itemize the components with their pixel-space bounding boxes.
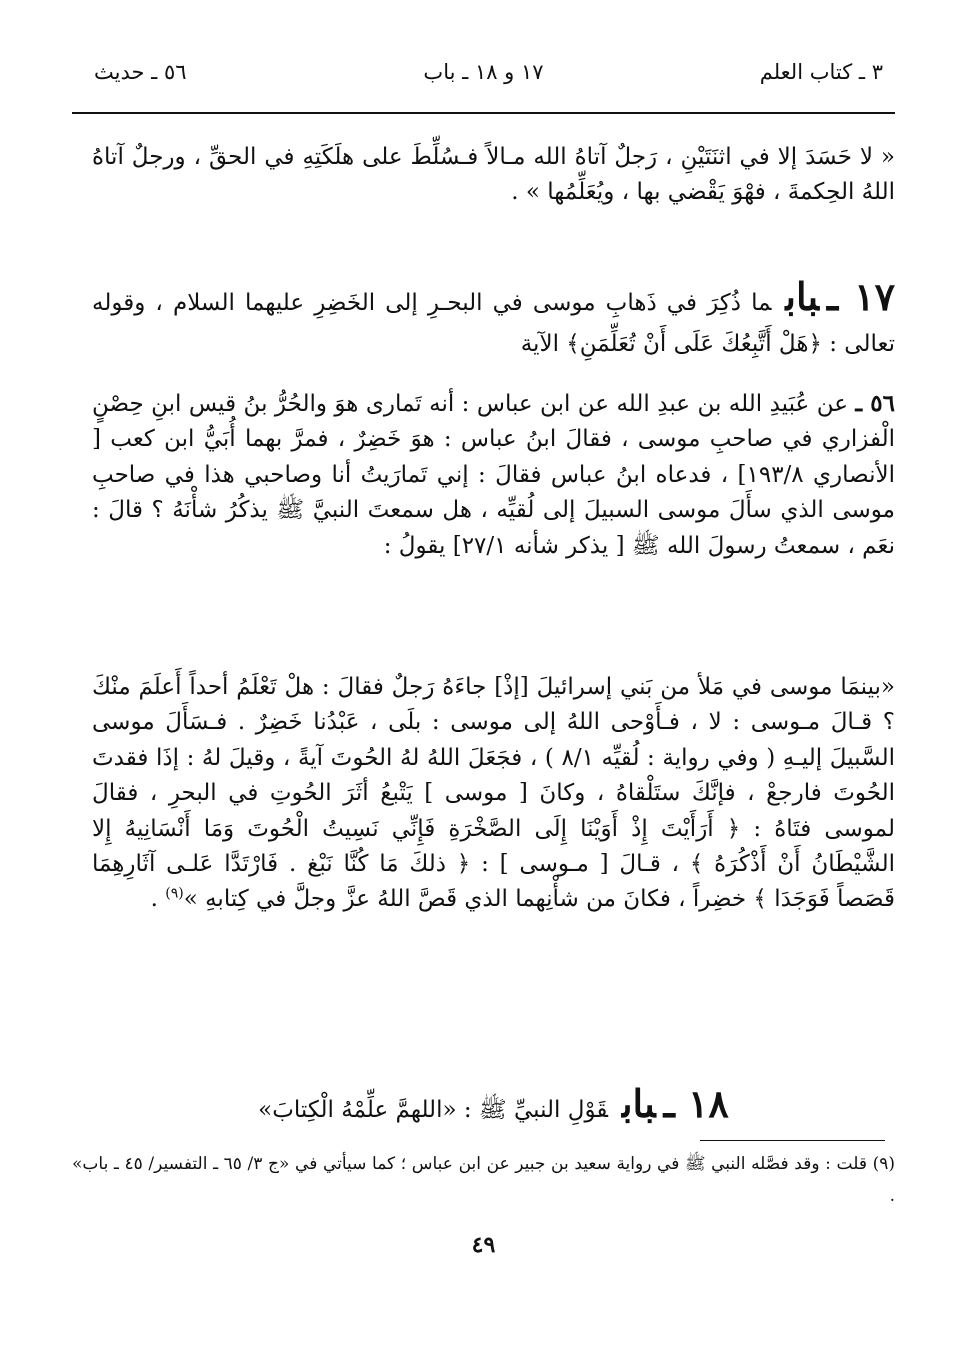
hadith-56-text: عن عُبَيدِ الله بن عبدِ الله عن ابن عباس : أنه تَمارى هوَ والحُرُّ بنُ قيس ابنِ حِصْنٍ الْفزاري في صاحبِ موسى ، فقالَ ابنُ عباس : هوَ خَضِرٌ ، فمرَّ بهما أُبَيُّ ابن كعب [ الأنصاري ١٩٣/٨] ، فدعاه ابنُ عباس فقالَ : إني تَمارَيتُ أنا وصاحبي هذا في صاحبِ موسى الذي سأَلَ موسى السبيلَ إلى لُقيِّه ، هل سمعتَ النبيَّ ﷺ يذكُرُ شأْنَهُ ؟ قالَ : نعَم ، سمعتُ رسولَ الله ﷺ [ يذكر شأنه ٢٧/١] يقولُ : bbox=[92, 391, 895, 559]
chapter-18-number: ١٨ ـ bbox=[663, 1081, 729, 1126]
story-text: «بينمَا موسى في مَلأ من بَني إسرائيلَ [إذْ] جاءَهُ رَجلٌ فقالَ : هلْ تَعْلَمُ أحداً أَعلَمَ منْكَ ؟ قـالَ مـوسى : لا ، فـأَوْحى اللهُ إلى موسى : بلَى ، عَبْدُنا خَضِرٌ . فـسَأَلَ موسى السَّبيلَ إليـهِ ( وفي رواية : لُقيِّه ٨/١ ) ، فجَعَلَ اللهُ لهُ الحُوتَ آيةً ، وقيلَ لهُ : إذَا فقدتَ الحُوتَ فارجعْ ، فإنَّكَ ستَلْقاهُ ، وكانَ [ موسى ] يَتْبعُ أثَرَ الحُوتِ في البحرِ ، فقالَ لموسى فتَاهُ : ﴿ أَرَأَيْتَ إِذْ أَوَيْنَا إِلَى الصَّخْرَةِ فَإِنِّي نَسِيتُ الْحُوتَ وَمَا أَنْسَانِيهُ إِلا الشَّيْطَانُ أَنْ أَذْكُرَهُ ﴾ ، قـالَ [ مـوسى ] : ﴿ ذلكَ مَا كُنَّا نَبْغ . فَارْتَدَّا عَلـى آثَارِهِمَا قَصَصاً فَوَجَدَا ﴾ خضِراً ، فكانَ من شأْنِهما الذي قَصَّ اللهُ عزَّ وجلَّ في كِتابهِ » bbox=[92, 674, 895, 913]
footnote-text: (٩) قلت : وقد فصَّله النبي ﷺ في رواية سعيد بن جبير عن ابن عباس ؛ كما سيأتي في «ج ٣/ ٦٥ ـ التفسير/ ٤٥ ـ باب» . bbox=[72, 1154, 895, 1207]
footnote-divider bbox=[700, 1140, 885, 1141]
chapter-18-word: باب bbox=[621, 1081, 656, 1126]
chapter-17-heading bbox=[92, 268, 895, 362]
chapter-17-word: باب bbox=[785, 274, 819, 319]
story-end: . bbox=[150, 886, 166, 913]
header-chapter-range: ١٧ و ١٨ ـ باب bbox=[423, 60, 544, 84]
chapter-17-number: ١٧ ـ bbox=[827, 274, 895, 319]
chapter-18-heading bbox=[92, 1075, 895, 1134]
header-hadith-number: ٥٦ ـ حديث bbox=[94, 60, 187, 84]
hadith-56 bbox=[92, 386, 895, 564]
chapter-17-title: ما ذُكِرَ في ذَهابِ موسى في البحـرِ إلى الخَضِرِ عليهما السلام ، وقوله تعالى : ﴿هَلْ أَتَّبِعُكَ عَلَى أَنْ تُعَلِّمَنِ﴾ الآية bbox=[92, 290, 895, 357]
header-divider bbox=[72, 112, 895, 114]
hadith-56-story bbox=[92, 670, 895, 918]
chapter-18-title: قَوْلِ النبيِّ ﷺ : «اللهمَّ علِّمْهُ الْكِتابَ» bbox=[258, 1097, 608, 1123]
opening-hadith-text: « لا حَسَدَ إلا في اثنَتَيْنِ ، رَجلٌ آتاهُ الله مـالاً فـسُلِّطَ على هلَكَتِهِ في الحقِّ ، ورجلٌ آتاهُ اللهُ الحِكمةَ ، فهْوَ يَقْضي بها ، ويُعَلِّمُها » . bbox=[92, 144, 895, 206]
footnote bbox=[72, 1148, 895, 1213]
page-number: ٤٩ bbox=[471, 1232, 496, 1258]
footnote-reference[interactable]: (٩) bbox=[165, 885, 184, 902]
header-book-title: ٣ ـ كتاب العلم bbox=[759, 60, 883, 84]
running-header bbox=[72, 58, 895, 98]
hadith-56-number: ٥٦ ـ bbox=[855, 390, 896, 417]
